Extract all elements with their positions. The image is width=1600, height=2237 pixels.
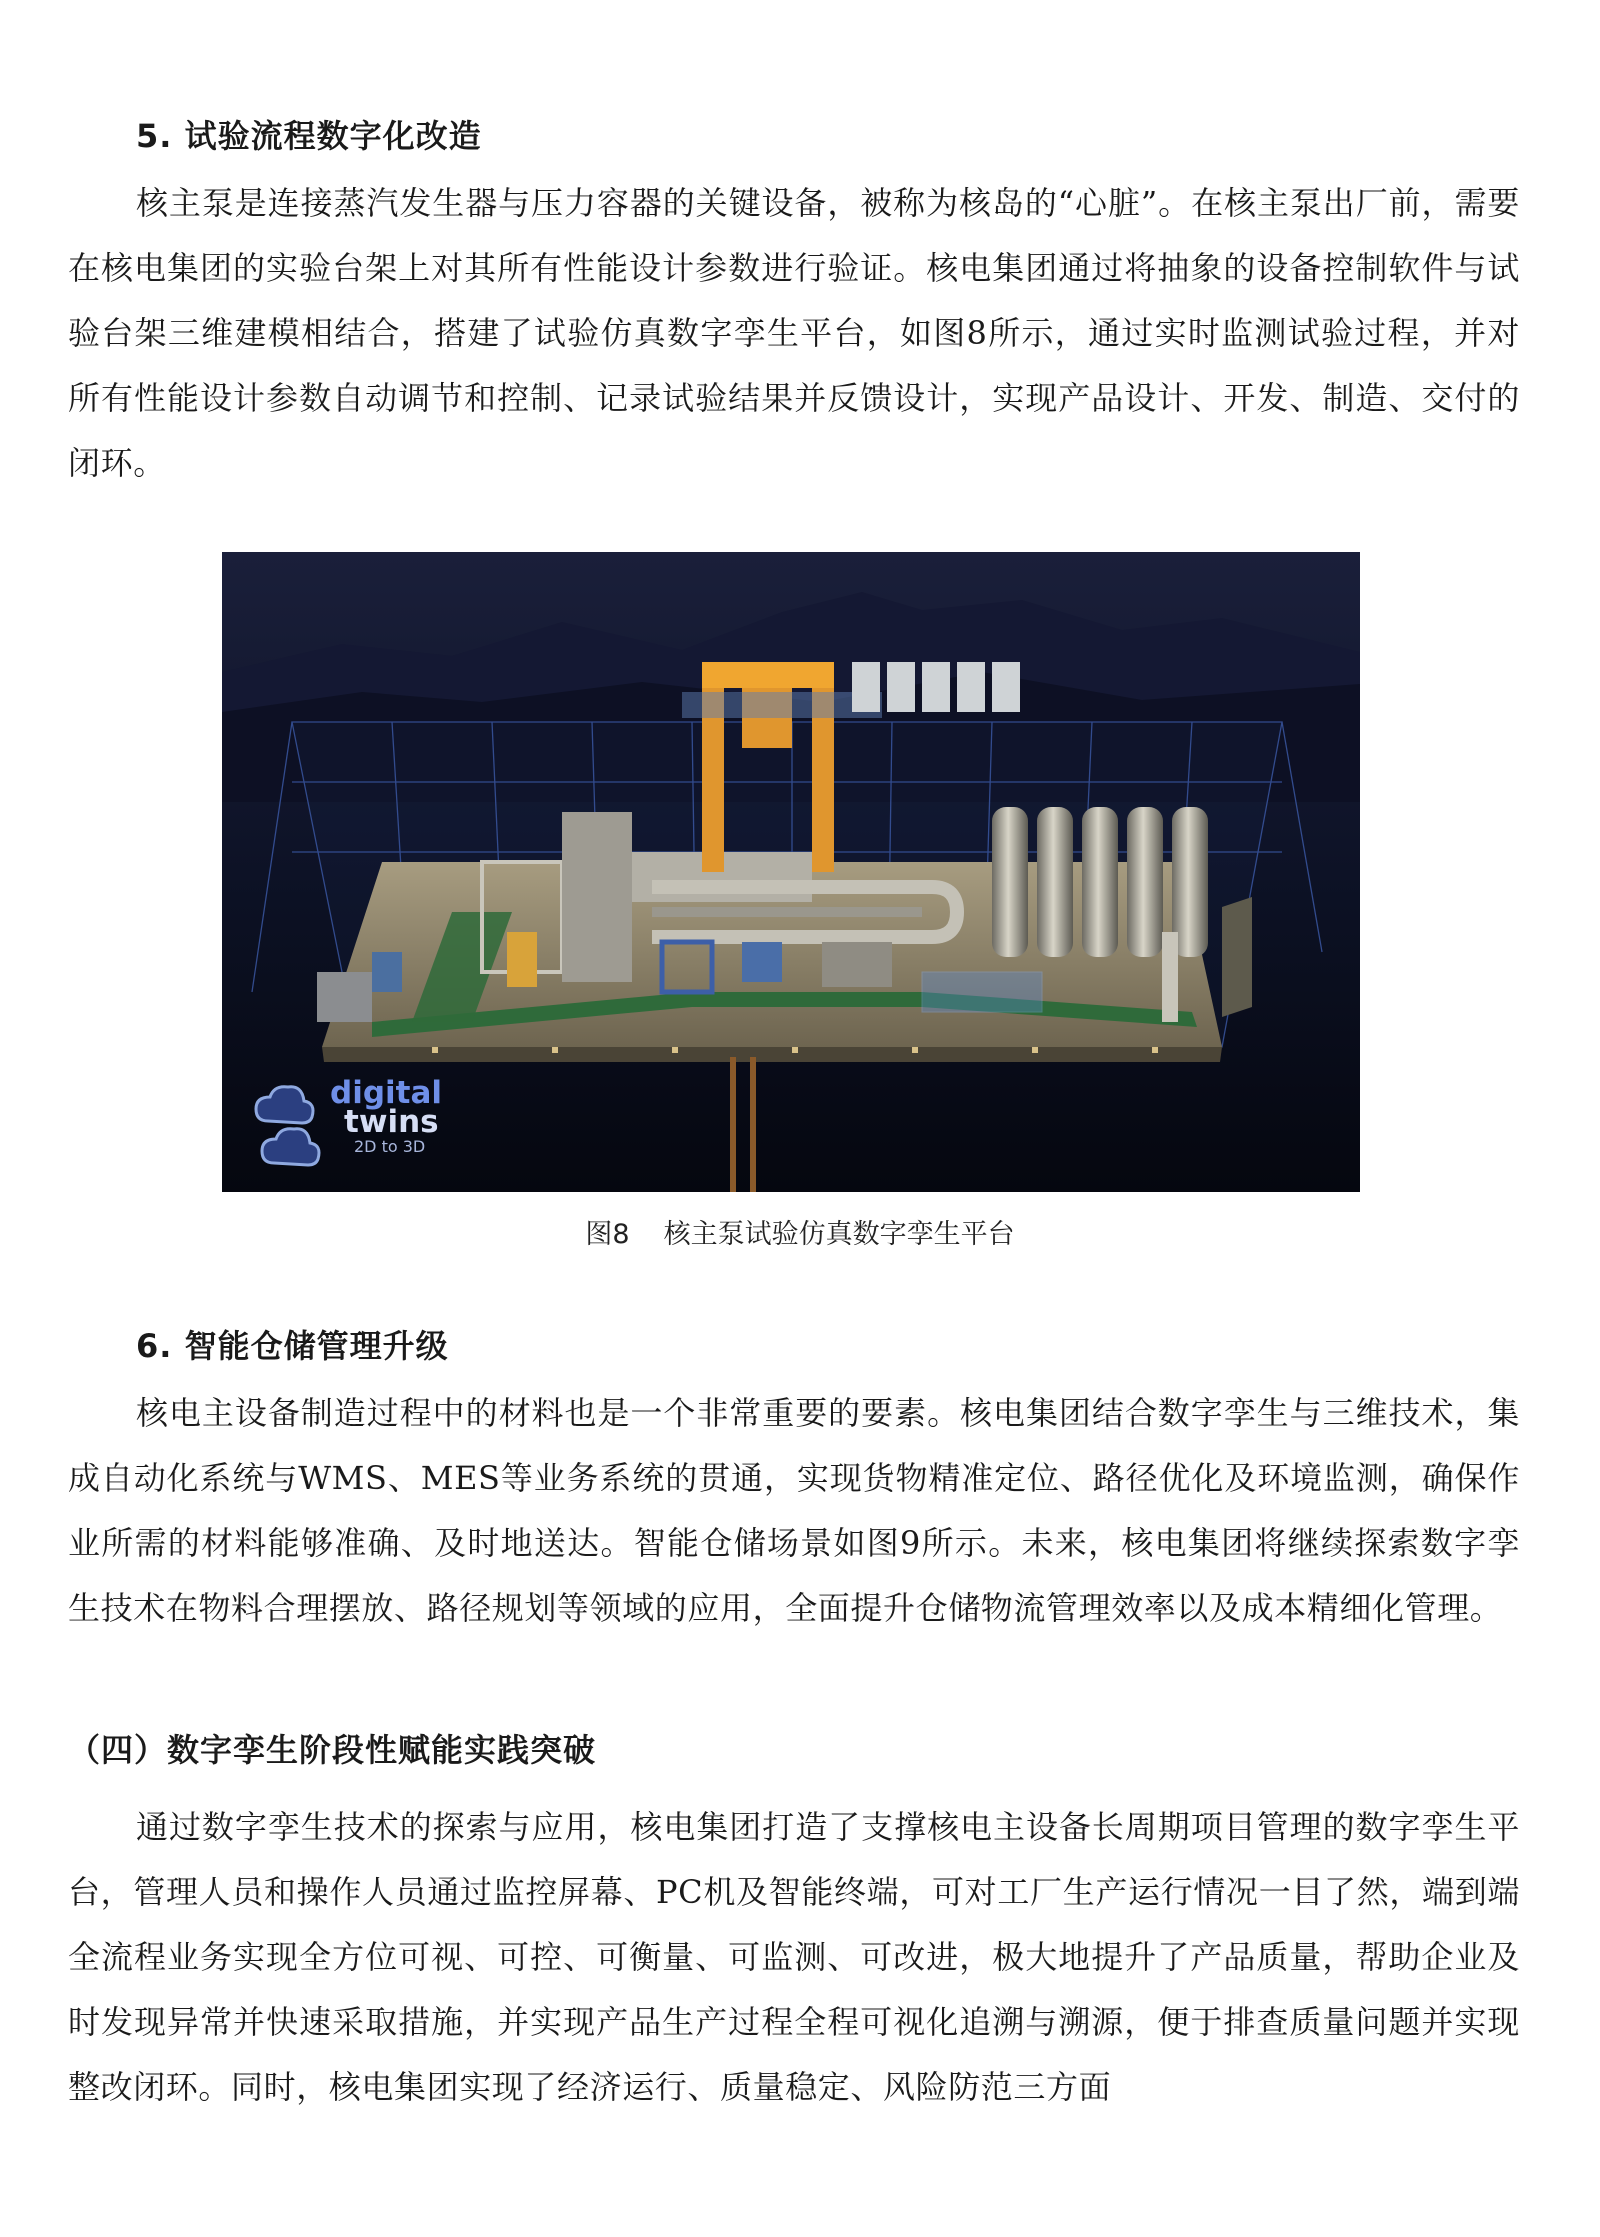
section-6-heading: 6. 智能仓储管理升级 (136, 1327, 449, 1365)
figure-8-caption (0, 1217, 1600, 1253)
section-4-paragraph: 通过数字孪生技术的探索与应用，核电集团打造了支撑核电主设备长周期项目管理的数字孪生平台，管理人员和操作人员通过监控屏幕、PC机及智能终端，可对工厂生产运行情况一目了然，端到端全流程业务实现全方位可视、可控、可衡量、可监测、可改进，极大地提升了产品质量，帮助企业及时发现异常并快速采取措施，并实现产品生产过程全程可视化追溯与溯源，便于排查质量问题并实现整改闭环。同时，核电集团实现了经济运行、质量稳定、风险防范三方面 (68, 1808, 1520, 2106)
section-6-paragraph: 核电主设备制造过程中的材料也是一个非常重要的要素。核电集团结合数字孪生与三维技术，集成自动化系统与WMS、MES等业务系统的贯通，实现货物精准定位、路径优化及环境监测，确保作业所需的材料能够准确、及时地送达。智能仓储场景如图9所示。未来，核电集团将继续探索数字孪生技术在物料合理摆放、路径规划等领域的应用，全面提升仓储物流管理效率以及成本精细化管理。 (68, 1394, 1520, 1627)
logo-word-twins: twins (344, 1104, 439, 1140)
figure-8-title: 核主泵试验仿真数字孪生平台 (663, 1219, 1015, 1250)
logo-subtitle: 2D to 3D (354, 1137, 426, 1156)
figure-8-number: 图8 (585, 1219, 630, 1250)
figure-8-image (222, 552, 1360, 1192)
section-5-paragraph: 核主泵是连接蒸汽发生器与压力容器的关键设备，被称为核岛的“心脏”。在核主泵出厂前，需要在核电集团的实验台架上对其所有性能设计参数进行验证。核电集团通过将抽象的设备控制软件与试验台架三维建模相结合，搭建了试验仿真数字孪生平台，如图8所示，通过实时监测试验过程，并对所有性能设计参数自动调节和控制、记录试验结果并反馈设计，实现产品设计、开发、制造、交付的闭环。 (68, 184, 1520, 482)
section-5-heading: 5. 试验流程数字化改造 (136, 117, 482, 155)
section-4-heading: （四）数字孪生阶段性赋能实践突破 (68, 1731, 597, 1769)
logo-word-digital: digital (330, 1075, 442, 1111)
